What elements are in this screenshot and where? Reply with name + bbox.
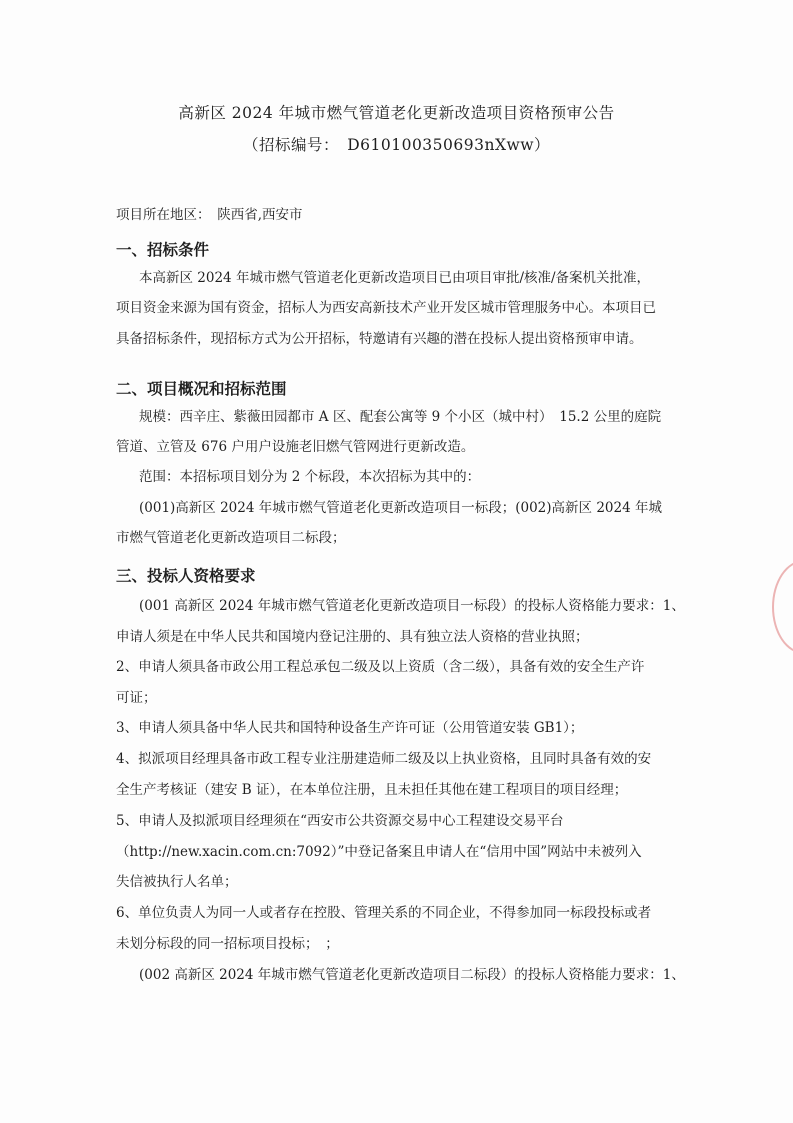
paragraph-line: 本高新区 2024 年城市燃气管道老化更新改造项目已由项目审批/核准/备案机关批准， (139, 270, 651, 286)
paragraph-line: 市燃气管道老化更新改造项目二标段； (116, 530, 346, 546)
paragraph-line: 可证； (116, 690, 157, 706)
paragraph-line: 5、申请人及拟派项目经理须在“西安市公共资源交易中心工程建设交易平台 (116, 813, 564, 829)
section-heading-bid-conditions: 一、招标条件 (116, 241, 210, 259)
bid-number: （招标编号： D610100350693nXww） (242, 136, 551, 154)
paragraph-line: 项目资金来源为国有资金，招标人为西安高新技术产业开发区城市管理服务中心。本项目已 (116, 300, 656, 316)
paragraph-line: 4、拟派项目经理具备市政工程专业注册建造师二级及以上执业资格，且同时具备有效的安 (116, 751, 652, 767)
document-title: 高新区 2024 年城市燃气管道老化更新改造项目资格预审公告 (178, 104, 615, 122)
section-heading-project-overview: 二、项目概况和招标范围 (116, 380, 287, 398)
paragraph-line: 规模：西辛庄、紫薇田园都市 A 区、配套公寓等 9 个小区（城中村） 15.2 公里的庭院 (139, 409, 662, 425)
project-location: 项目所在地区： 陕西省,西安市 (116, 207, 303, 223)
paragraph-line: 全生产考核证（建安 B 证），在本单位注册，且未担任其他在建工程项目的项目经理； (116, 782, 628, 798)
paragraph-line: 范围：本招标项目划分为 2 个标段，本次招标为其中的： (139, 469, 481, 485)
paragraph-line: 未划分标段的同一招标项目投标； ； (116, 936, 339, 952)
red-seal-stamp-fragment (772, 560, 793, 654)
paragraph-line: 2、申请人须具备市政公用工程总承包二级及以上资质（含二级），具备有效的安全生产许 (116, 659, 645, 675)
paragraph-line: 3、申请人须具备中华人民共和国特种设备生产许可证（公用管道安装 GB1）； (116, 720, 584, 736)
paragraph-line: (002 高新区 2024 年城市燃气管道老化更新改造项目二标段）的投标人资格能力要求：1、 (139, 967, 685, 983)
paragraph-line: （http://new.xacin.com.cn:7092）”中登记备案且申请人在“信用中国”网站中未被列入 (116, 844, 642, 860)
paragraph-line: 失信被执行人名单； (116, 874, 238, 890)
paragraph-line: (001 高新区 2024 年城市燃气管道老化更新改造项目一标段）的投标人资格能力要求：1、 (139, 598, 685, 614)
paragraph-line: 具备招标条件，现招标方式为公开招标，特邀请有兴趣的潜在投标人提出资格预审申请。 (116, 331, 643, 347)
paragraph-line: (001)高新区 2024 年城市燃气管道老化更新改造项目一标段；(002)高新区 2024 年城 (139, 500, 662, 516)
paragraph-line: 6、单位负责人为同一人或者存在控股、管理关系的不同企业，不得参加同一标段投标或者 (116, 905, 652, 921)
paragraph-line: 管道、立管及 676 户用户设施老旧燃气管网进行更新改造。 (116, 439, 475, 455)
section-heading-bidder-qualifications: 三、投标人资格要求 (116, 567, 256, 585)
paragraph-line: 申请人须是在中华人民共和国境内登记注册的、具有独立法人资格的营业执照； (116, 629, 589, 645)
